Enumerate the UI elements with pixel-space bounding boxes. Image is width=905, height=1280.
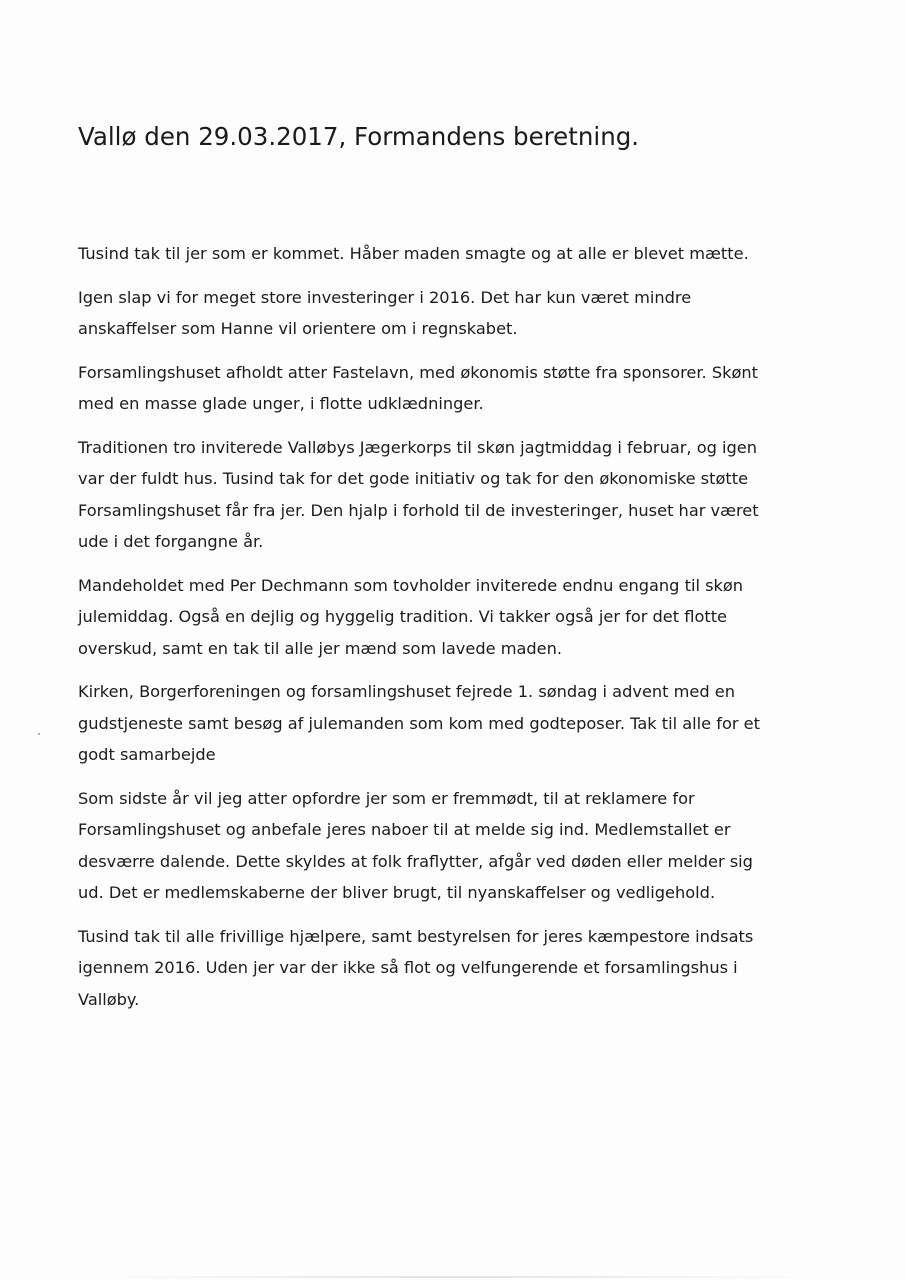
text-line: Tusind tak til jer som er kommet. Håber maden smagte og at alle er blevet mætte. [78,244,749,263]
text-line: ud. Det er medlemskaberne der bliver brugt, til nyanskaffelser og vedligehold. [78,883,716,902]
document-title: Vallø den 29.03.2017, Formandens beretning. [78,122,640,151]
text-line: Kirken, Borgerforeningen og forsamlingshuset fejrede 1. søndag i advent med en [78,682,736,701]
scan-edge-shadow [90,1276,820,1278]
paragraph-christmas-dinner [78,570,828,665]
paragraph-welcome [78,238,828,270]
text-line: gudstjeneste samt besøg af julemanden som kom med godteposer. Tak til alle for et [78,713,760,733]
text-line: anskaffelser som Hanne vil orientere om i regnskabet. [78,319,518,338]
text-line: var der fuldt hus. Tusind tak for det gode initiativ og tak for den økonomiske støtte [78,469,749,488]
text-line: igennem 2016. Uden jer var der ikke så flot og velfungerende et forsamlingshus i [78,958,738,977]
text-line: overskud, samt en tak til alle jer mænd som lavede maden. [78,638,563,658]
text-line: Tusind tak til alle frivillige hjælpere, samt bestyrelsen for jeres kæmpestore indsats [78,926,754,946]
text-line: Mandeholdet med Per Dechmann som tovholder inviterede endnu engang til skøn [78,575,744,595]
text-line: Traditionen tro inviterede Valløbys Jægerkorps til skøn jagtmiddag i februar, og igen [78,437,758,457]
text-line: Forsamlingshuset får fra jer. Den hjalp i forhold til de investeringer, huset har været [78,500,759,520]
paragraph-membership [78,783,828,909]
text-line: Som sidste år vil jeg atter opfordre jer som er fremmødt, til at reklamere for [78,788,695,808]
paragraph-fastelavn [78,357,828,420]
scan-speck [38,733,40,735]
text-line: desværre dalende. Dette skyldes at folk fraflytter, afgår ved døden eller melder sig [78,851,753,871]
text-line: Igen slap vi for meget store investeringer i 2016. Det har kun været mindre [78,287,692,307]
paragraph-investments [78,282,828,345]
paragraph-advent [78,676,828,771]
text-line: Valløby. [78,989,140,1009]
text-line: Forsamlingshuset afholdt atter Fastelavn, med økonomis støtte fra sponsorer. Skønt [78,362,758,382]
paragraph-thanks [78,921,828,1016]
text-line: godt samarbejde [78,745,216,764]
document-body [78,238,828,1027]
text-line: med en masse glade unger, i flotte udklædninger. [78,394,484,413]
text-line: Forsamlingshuset og anbefale jeres naboer til at melde sig ind. Medlemstallet er [78,820,731,839]
paragraph-hunting-dinner [78,432,828,558]
text-line: julemiddag. Også en dejlig og hyggelig tradition. Vi takker også jer for det flotte [78,607,728,626]
text-line: ude i det forgangne år. [78,532,264,551]
